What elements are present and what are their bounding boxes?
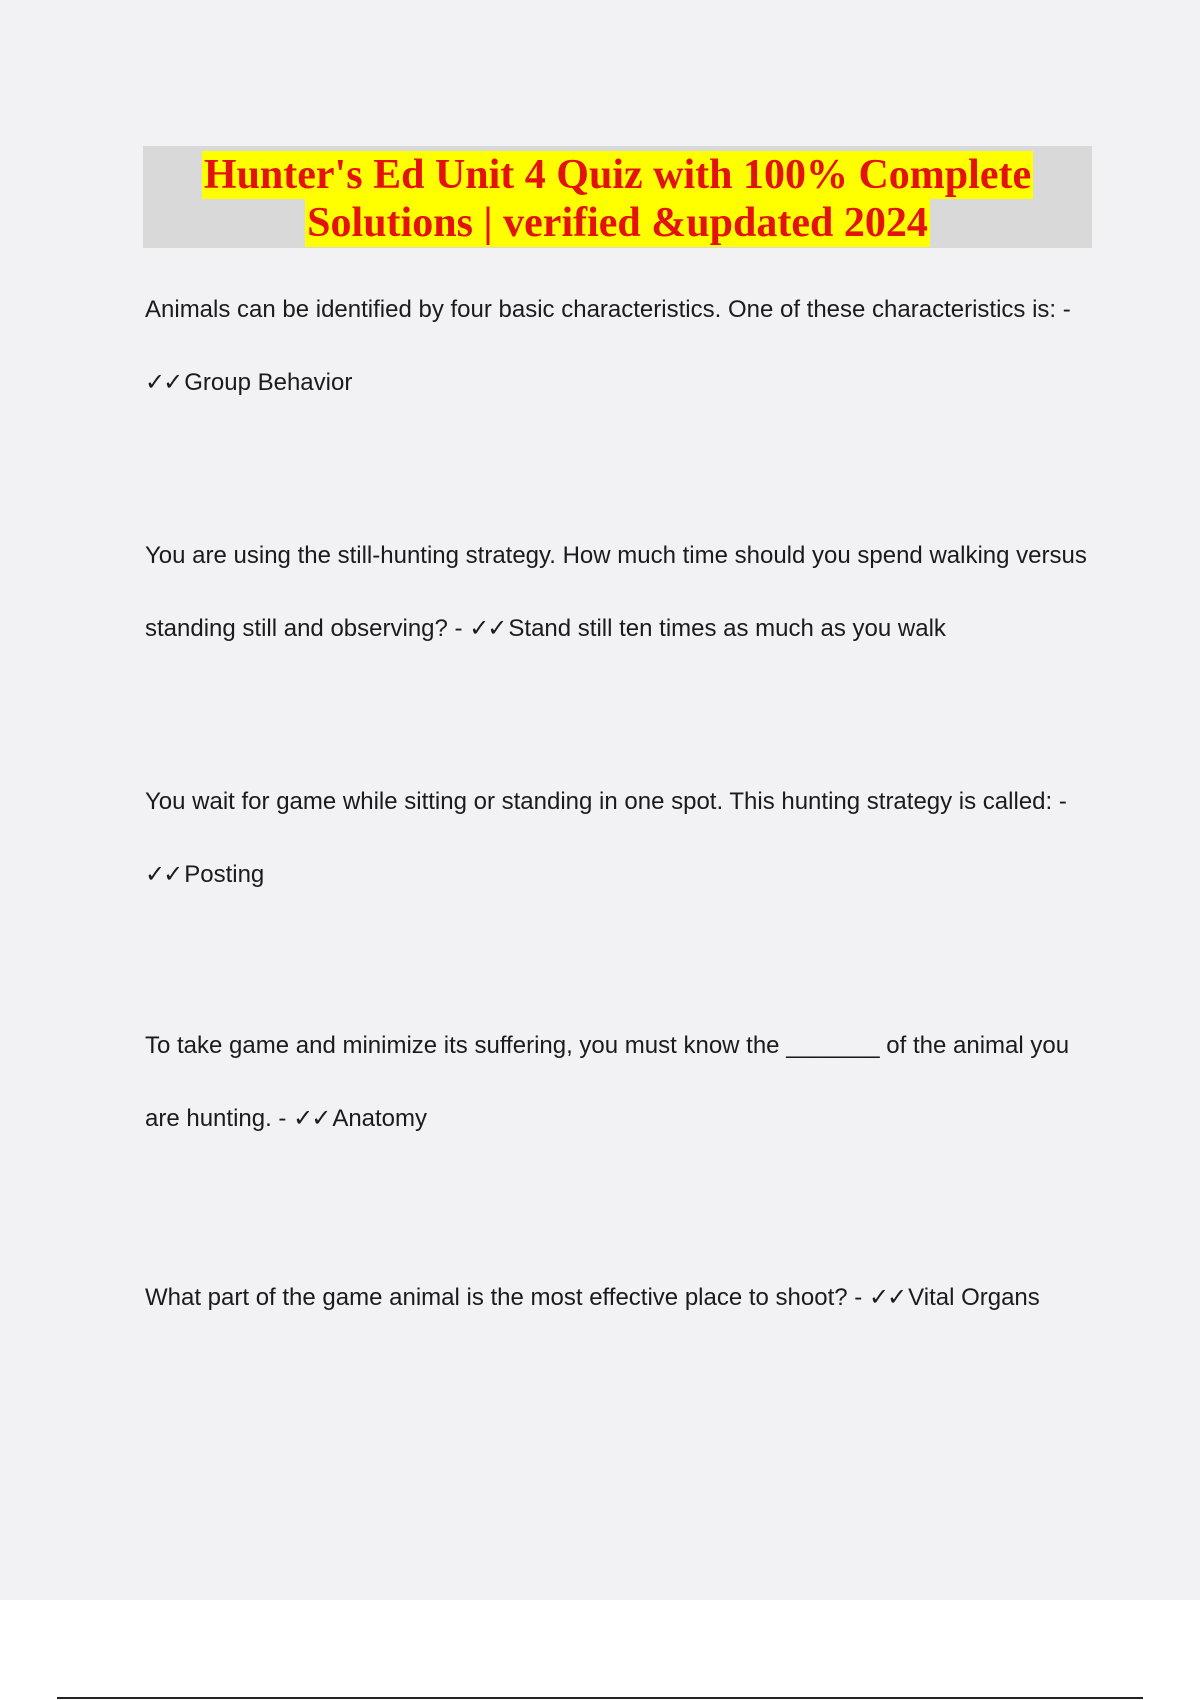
footer-rule — [57, 1697, 1143, 1699]
title-banner — [143, 146, 1092, 248]
question-text: You are using the still-hunting strategy. How much time should you spend walking versus standing still and observing? — [145, 542, 1087, 642]
separator: - — [847, 1284, 869, 1311]
double-check-icon: ✓✓ — [469, 614, 506, 642]
qa-item-1 — [145, 274, 1095, 419]
separator: - — [447, 615, 470, 642]
double-check-icon: ✓✓ — [145, 860, 182, 888]
question-text: What part of the game animal is the most effective place to shoot? — [145, 1284, 848, 1311]
answer-text: Posting — [184, 861, 265, 888]
separator: - — [1056, 296, 1071, 323]
answer-text: Group Behavior — [184, 369, 353, 396]
question-text: You wait for game while sitting or standing in one spot. This hunting strategy is called: — [145, 788, 1053, 815]
qa-item-4 — [145, 1010, 1095, 1155]
separator: - — [271, 1105, 294, 1132]
qa-item-5 — [145, 1261, 1095, 1334]
document-title-line-1: Hunter's Ed Unit 4 Quiz with 100% Complete — [203, 152, 1032, 198]
answer-text: Anatomy — [332, 1105, 428, 1132]
double-check-icon: ✓✓ — [293, 1104, 330, 1132]
answer-text: Stand still ten times as much as you walk — [508, 615, 946, 642]
qa-item-2 — [145, 520, 1095, 665]
double-check-icon: ✓✓ — [868, 1283, 906, 1311]
question-text: To take game and minimize its suffering, you must know the _______ of the animal you are hunting. — [145, 1032, 1070, 1132]
answer-text: Vital Organs — [908, 1284, 1040, 1311]
question-text: Animals can be identified by four basic characteristics. One of these characteristics is: — [145, 296, 1057, 323]
document-title-line-2: Solutions | verified &updated 2024 — [307, 200, 928, 246]
separator: - — [1052, 788, 1067, 815]
double-check-icon: ✓✓ — [145, 368, 182, 396]
qa-item-3 — [145, 766, 1095, 911]
